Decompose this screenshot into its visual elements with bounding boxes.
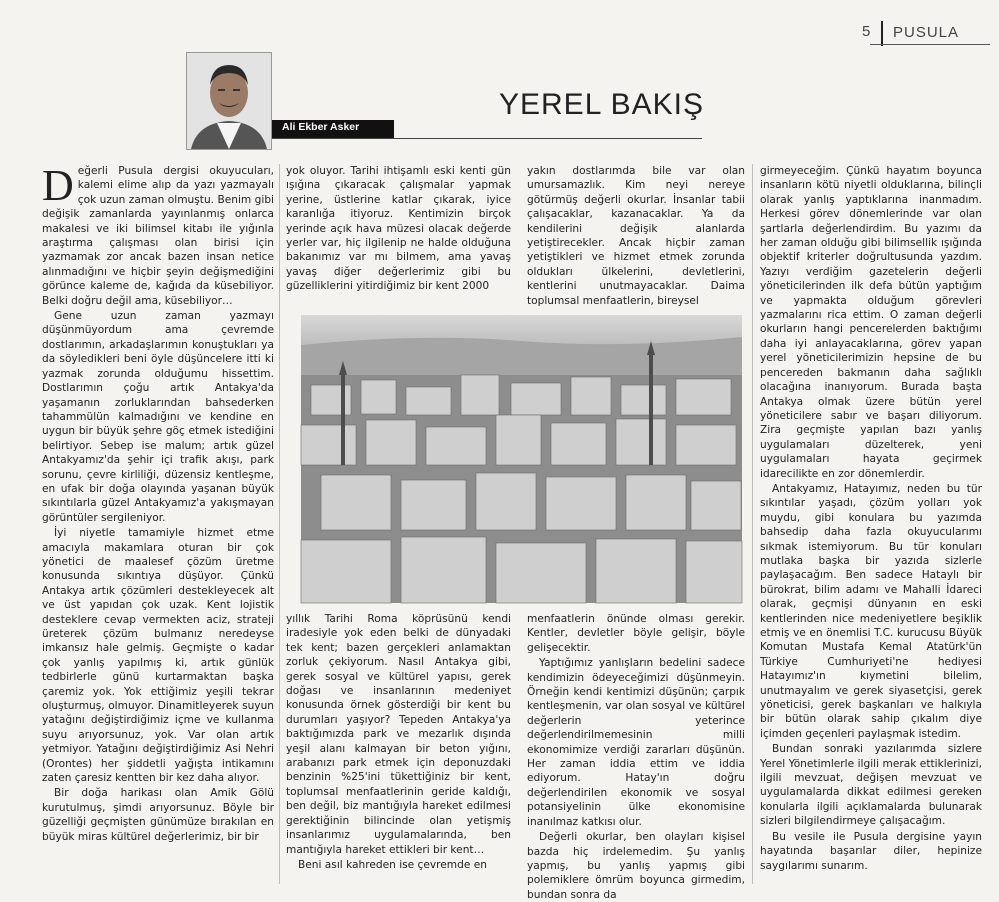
header-rule: [870, 44, 990, 45]
column-divider: [279, 164, 280, 884]
paragraph: menfaatlerin önünde olması gerekir. Kentler, devletler böyle gelişir, böyle gelişecektir.: [527, 613, 745, 654]
paragraph: girmeyeceğim. Çünkü hayatım boyunca insanların kötü niyetli olduklarına, bilinçli olarak yanlış yaptıklarına inanmadım. Herkesi görev dönemlerinde var olan şartlarla değerlendirdim. Bu yazımı da her zaman olduğu gibi bilimsellik ışığında objektif kriterler doğrultusunda yazdım. Yazıyı verdiğim gazetelerin değerli yöneticilerinden ilk defa bütün yaptığım ve yapmakta olduğum görevleri yazmalarını rica ettim. O zaman değerli okurların hangi pencerelerden baktığımı daha iyi anlayacaklarına, görev yapan yerel yöneticilerimizin hepsine de bu pencereden bakmanın daha sağlıklı olacağına inanıyorum. Burada başta Antakya olmak üzere bütün yerel yöneticilere sabır ve başarı diliyorum. Zira geçmişte yapılan bazı yanlış uygulamaları düzelterek, yeni uygulamaları hayata geçirmek idarecilikte en zor dönemlerdir.: [760, 165, 982, 480]
paragraph: Gene uzun zaman yazmayı düşünmüyordum ama çevremde dostlarımın, arkadaşlarımın konuştukları ya da söyledikleri beni öyle düşüncelere itti ki yazmak zorunda olduğumu hissettim. Dostlarımın çoğu artık Antakya'da yaşamanın zorluklarından bahsederken tahammülün kalmadığını ve kendine en uygun bir büyük şehre göç etmek istediğini belirtiyor. Sebep ise malum; artık güzel Antakyamız'da şehir içi trafik akışı, park sorunu, çevre kirliliği, düzensiz kentleşme, en ufak bir doğa olayında yaşanan büyük sıkıntılarla güzel Antakyamız'a yakışmayan görüntüler sergileniyor.: [42, 310, 274, 524]
paragraph: Antakyamız, Hatayımız, neden bu tür sıkıntılar yaşadı, çözüm yolları yok muydu, gibi konulara bu yazımda bahsedip daha fazla okuyucularımı sıkmak istemiyorum. Bu tür konuları mutlaka başka bir yazıda sizlerle paylaşacağım. Ben sadece Hataylı bir bürokrat, bilim adamı ve Mahalli İdareci olarak, geçmişi dünyanın en eski kentlerinden nice medeniyetlere beşiklik etmiş ve en önemlisi T.C. kurucusu Büyük Komutan Mustafa Kemal Atatürk'ün Türkiye Cumhuriyeti'ne hediyesi Hatayımız'ın kıymetini bilelim, unutmayalım ve gerek siyasetçisi, gerek yöneticisi, gerek başkanları ve halkıyla bir bütün olarak sahip çıkalım diye içimden geçenleri paylaşmak istedim.: [760, 482, 982, 740]
paragraph: [42, 161, 274, 308]
column-divider: [752, 164, 753, 884]
author-photo: [186, 52, 272, 150]
drop-cap: D: [42, 161, 74, 210]
author-name: Ali Ekber Asker: [282, 121, 360, 133]
header-divider: [881, 21, 883, 46]
page-number: 5: [862, 23, 871, 40]
article-title: YEREL BAKIŞ: [499, 88, 704, 121]
paragraph: Beni asıl kahreden ise çevremde en: [298, 858, 487, 871]
title-rule: [272, 138, 702, 139]
paragraph: Yaptığımız yanlışların bedelini sadece kendimizin ödeyeceğimizi düşünmeyin. Örneğin kendi kentimizi düşünün; çarpık kentleşmenin, var olan sosyal ve kültürel değerlerin yeterince değerlendirilmemesinin milli ekonomimize verdiği zararları düşünün. Her zaman iddia ettim ve iddia ediyorum. Hatay'ın doğru değerlendirilen ekonomik ve sosyal potansiyelinin ülke ekonomisine inanılmaz katkısı olur.: [527, 657, 745, 828]
paragraph: yok oluyor. Tarihi ihtişamlı eski kenti gün ışığına çıkaracak çalışmalar yapmak yerine, üstlerine katlar çıkarak, iyice karanlığa itiyoruz. Kentimizin birçok yerinde açık hava müzesi olacak değerde yerler var, hiç ilgilenip ne halde olduğuna bakanımız var mı bilmem, ama yavaş yavaş diğer değerlerimiz gibi bu güzelliklerini yitirdiğimiz bir kent 2000: [286, 165, 511, 293]
antakya-city-photo: [301, 315, 742, 603]
paragraph: Bir doğa harikası olan Amik Gölü kurutulmuş, şimdi arıyorsunuz. Böyle bir güzelliği geçmişten günümüze bırakılan en büyük miras kültürel değerlerimiz, bir bir: [42, 787, 274, 843]
paragraph: yıllık Tarihi Roma köprüsünü kendi iradesiyle yok eden belki de dünyadaki tek kent; bazen gerçekleri anlamaktan zorluk çekiyorum. Nasıl Antakya gibi, gerek sosyal ve kültürel yapısı, gerek doğası ve insanlarının medeniyet konusunda örnek gösterdiği bir kent bu durumları yaşıyor? Tepeden Antakya'ya baktığımızda park ve mezarlık dışında yeşil alanı kalmayan bir beton yığını, arabanızı park etmek için deponuzdaki benzinin %25'ini tükettiğiniz bir kent, toplumsal menfaatlerinin geride kaldığı, ben değil, biz mantığıyla hareket edilmesi gerektiğinin bilincinde olan yetişmiş insanlarımız uygulamalarında, ben mantığıyla hareket ettikleri bir kent…: [286, 613, 511, 856]
text-column-4: [760, 164, 982, 884]
text-column-2-bottom: [286, 612, 511, 884]
text-column-2-top: [286, 164, 511, 304]
paragraph: Bu vesile ile Pusula dergisine yayın hayatında başarılar diler, hepinize saygılarımı sunarım.: [760, 830, 982, 872]
paragraph: Bundan sonraki yazılarımda sizlere Yerel Yönetimlerle ilgili merak ettiklerinizi, ilgili mevzuat, değişen mevzuat ve uygulamalarda dikkat edilmesi gereken konularla ilgili açıklamalarda bulunarak sizleri bilgilendirmeye çalışacağım.: [760, 743, 982, 828]
magazine-brand: PUSULA: [893, 24, 960, 41]
paragraph: yakın dostlarımda bile var olan umursamazlık. Kim neyi nereye götürmüş değerli okurlar. İnsanlar tabii çalışacaklar, kazanacaklar. Ya da kendilerini değişik alanlarda yetiştirecekler. Ancak hiçbir zaman yetiştikleri ve hizmet etmek zorunda oldukları ülkelerini, devletlerini, kentlerini unutmayacaklar. Daima toplumsal menfaatlerin, bireysel: [527, 165, 745, 307]
paragraph-text: eğerli Pusula dergisi okuyucuları, kalemi elime alıp da yazı yazmayalı çok uzun zaman olmuştu. Benim gibi değişik zamanlarda yayınlanmış onlarca makalesi ve iki bilimsel kitabı ile yığınla araştırma çalışması olan birisi için yazmamak zor ancak bazen insan netice alınmadığını ve hiçbir şeyin değişmediğini görünce kaleme de, kağıda da küsebiliyor. Belki doğru değil ama, küsebiliyor…: [42, 165, 274, 307]
text-column-3-top: [527, 164, 745, 307]
paragraph: İyi niyetle tamamiyle hizmet etme amacıyla makamlara oturan bir çok yönetici de maalesef çözüm üretme konusunda sıkıntıya düşüyor. Çünkü Antakya artık çözümleri destekleyecek alt ve üst yapıdan çok uzak. Kent lojistik desteklere cevap vermekten aciz, strateji üreterek çözüm bulmanız neredeyse imkansız hale gelmiş. Geçmişte o kadar çok yanlış yapılmış ki, artık günlük tedbirlerle günü kurtarmaktan başka çaremiz yok. Yok ettiğimiz yeşili tekrar oluşturmuş, olmuyor. Dinamitleyerek suyun yatağını değiştirdiğimiz içme ve kullanma suyu arıyorsunuz, yok. Var olan artık yetmiyor. Yatağını değiştirdiğimiz Asi Nehri (Orontes) her şiddetli yağışta intikamını zaten çaresiz kentten bir kez daha alıyor.: [42, 527, 274, 785]
text-column-1: [42, 161, 274, 884]
text-column-3-bottom: [527, 612, 745, 901]
paragraph: Değerli okurlar, ben olayları kişisel bazda hiç irdelemedim. Şu yanlış yapmış, bu yanlış yapmış gibi polemiklere ömrüm boyunca girmedim, bundan sonra da: [527, 831, 745, 901]
